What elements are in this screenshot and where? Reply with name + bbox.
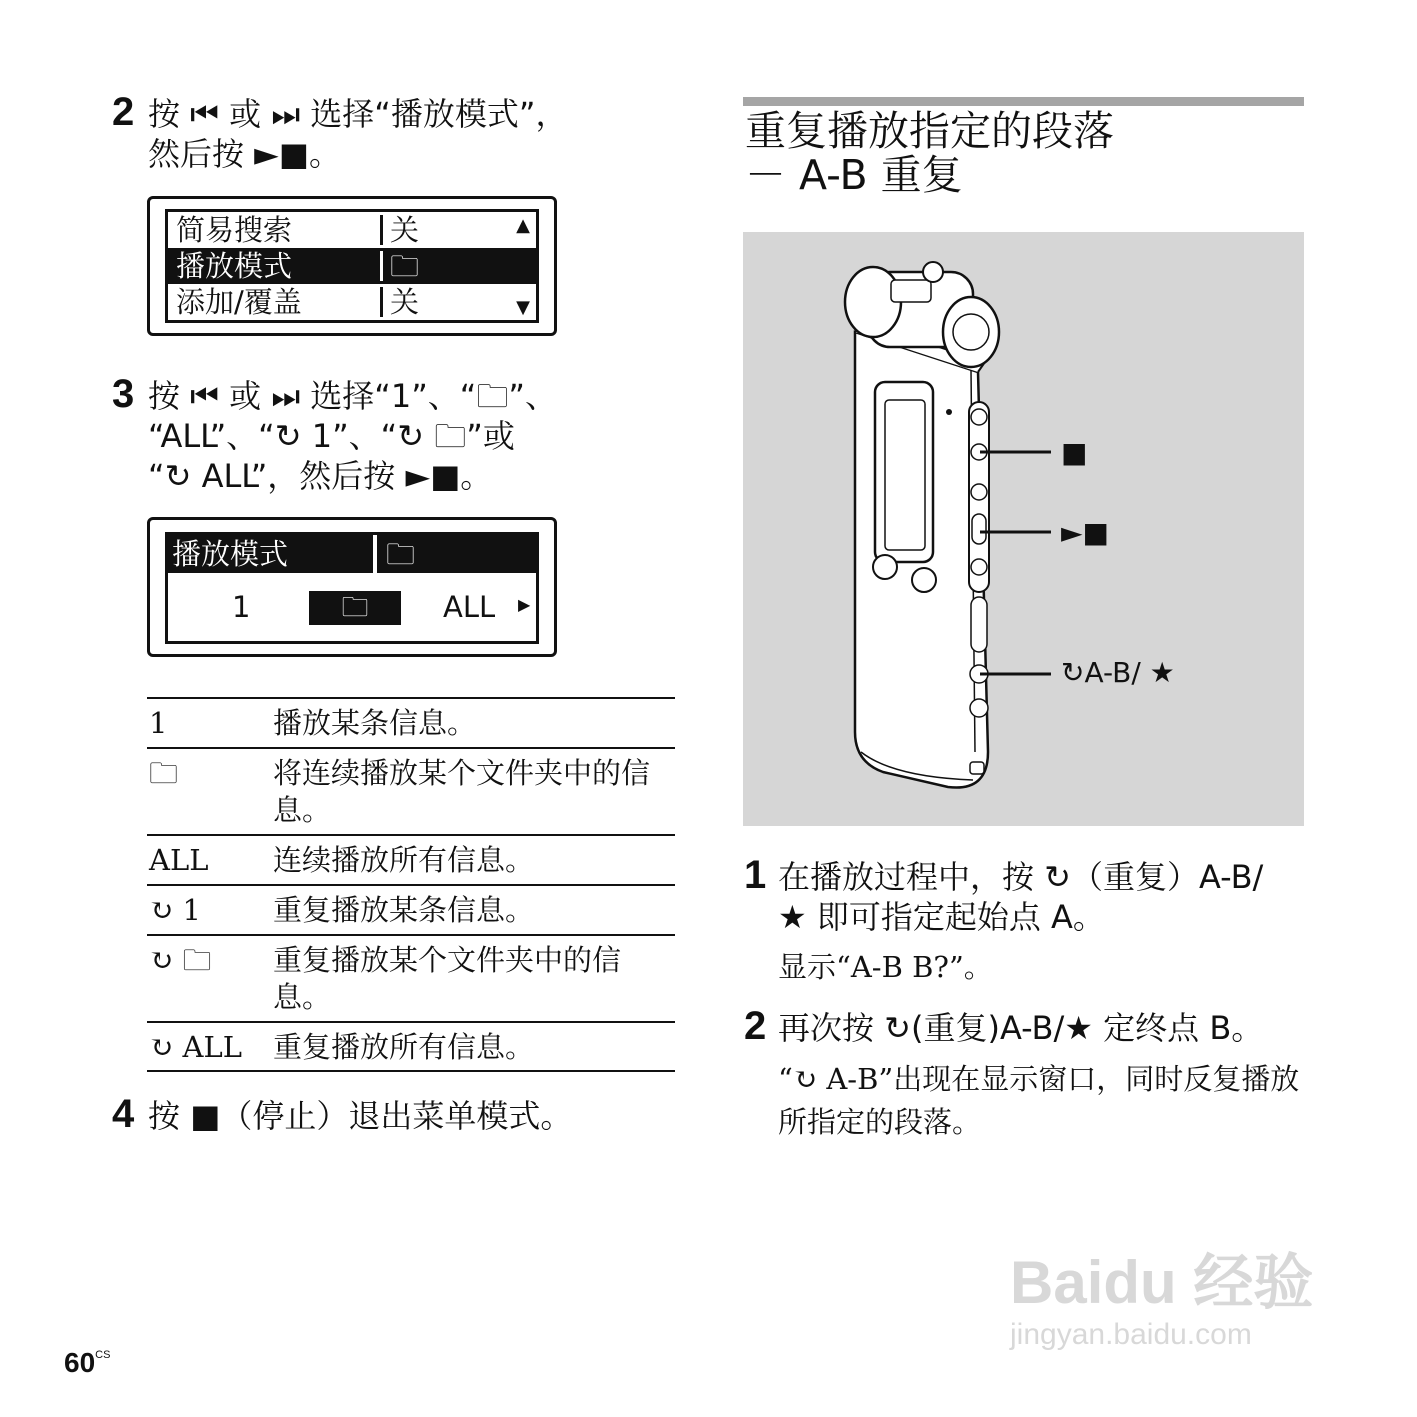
folder-icon: 🗀 (386, 537, 416, 571)
section-title: 重复播放指定的段落 (745, 107, 1114, 155)
section-subtitle: － A-B 重复 (745, 151, 963, 199)
table-key: 1 (149, 706, 168, 740)
play-mode-screen (147, 517, 557, 657)
menu-row-label: 播放模式 (176, 249, 293, 283)
table-row (147, 699, 675, 749)
menu-screen (147, 196, 557, 336)
table-row (147, 1023, 675, 1072)
step-text-line: 再次按 ↻(重复)A-B/★ 定终点 B。 (778, 1009, 1264, 1047)
header-label: 播放模式 (172, 537, 289, 571)
table-key: ALL (149, 843, 209, 877)
divider (373, 535, 377, 573)
recorder-illustration (743, 232, 1304, 826)
step-number: 2 (112, 90, 135, 134)
menu-row (168, 284, 536, 320)
divider (380, 287, 383, 317)
page-suffix: CS (95, 1349, 111, 1361)
scroll-up-icon: ▲ (516, 215, 530, 236)
folder-icon: 🗀 (390, 249, 420, 283)
table-key: 🗀 (149, 756, 179, 790)
step-note: “↻ A-B”出现在显示窗口，同时反复播放所指定的段落。 (778, 1062, 1300, 1139)
play-stop-button-label: ►■ (1061, 516, 1109, 549)
table-key: ↻ 🗀 (149, 943, 212, 977)
menu-row (168, 212, 536, 248)
menu-row-value: 关 (390, 285, 420, 319)
stop-button-label: ■ (1061, 436, 1088, 469)
play-mode-header (168, 535, 536, 573)
option-all: ALL (443, 590, 496, 624)
menu-row-value: 关 (390, 213, 420, 247)
step-text-line: 按 ⏮ 或 ⏭ 选择“播放模式”， (148, 95, 568, 133)
play-mode-display (165, 532, 539, 644)
scroll-down-icon: ▼ (516, 297, 530, 318)
table-row (147, 749, 675, 836)
menu-row-label: 简易搜索 (176, 213, 293, 247)
step-text-line: ★ 即可指定起始点 A。 (778, 898, 1105, 936)
table-row (147, 836, 675, 886)
table-desc: 重复播放所有信息。 (273, 1030, 535, 1064)
mode-table (147, 697, 675, 1072)
menu-row-label: 添加/覆盖 (176, 285, 302, 319)
step-text-line: 按 ⏮ 或 ⏭ 选择“1”、“🗀”、 (148, 377, 557, 415)
scroll-right-icon: ▶ (518, 595, 531, 614)
step-text-line: 然后按 ►■。 (148, 135, 342, 173)
watermark-logo: Baidu 经验 (1010, 1249, 1314, 1316)
step-number: 2 (744, 1004, 767, 1048)
step-text-line: 按 ■（停止）退出菜单模式。 (148, 1097, 573, 1135)
table-desc: 重复播放某个文件夹中的信息。 (273, 943, 622, 1014)
table-key: ↻ 1 (149, 893, 201, 927)
option-one: 1 (232, 590, 251, 624)
menu-row-selected (168, 248, 536, 284)
table-key: ↻ ALL (149, 1030, 242, 1064)
table-row (147, 936, 675, 1023)
table-desc: 播放某条信息。 (273, 706, 477, 740)
menu-screen-display (165, 209, 539, 323)
step-note: 显示“A-B B?”。 (778, 950, 993, 984)
step-number: 1 (744, 853, 767, 897)
device-figure (743, 232, 1304, 826)
step-text-line: “ALL”、“↻ 1”、“↻ 🗀”或 (148, 417, 515, 455)
table-row (147, 886, 675, 936)
watermark-url: jingyan.baidu.com (1010, 1318, 1252, 1351)
option-folder-selected: 🗀 (309, 591, 401, 625)
repeat-ab-button-label: ↻A-B/ ★ (1061, 656, 1175, 689)
table-desc: 连续播放所有信息。 (273, 843, 535, 877)
table-desc: 重复播放某条信息。 (273, 893, 535, 927)
section-rule (743, 97, 1304, 106)
divider (380, 215, 383, 245)
divider (380, 251, 383, 281)
step-number: 3 (112, 372, 135, 416)
step-text-line: “↻ ALL”，然后按 ►■。 (148, 457, 493, 495)
page-number: $60^{CS}$ (64, 1347, 111, 1378)
step-text-line: 在播放过程中，按 ↻（重复）A-B/ (778, 858, 1264, 896)
table-desc: 将连续播放某个文件夹中的信息。 (273, 756, 651, 827)
step-number: 4 (112, 1092, 135, 1136)
